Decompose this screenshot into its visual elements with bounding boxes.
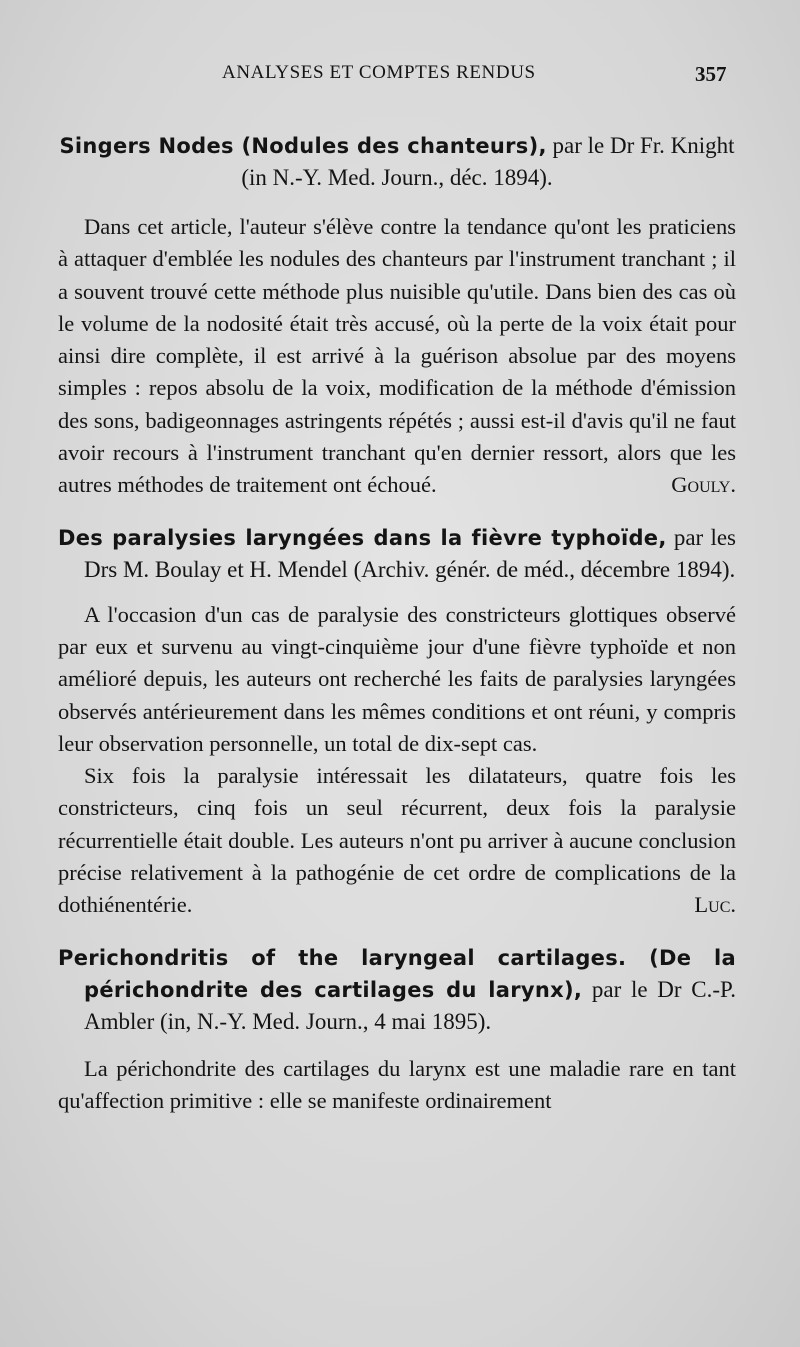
article-title: Perichondritis of the laryngeal cartilages. (De la périchondrite des cartilages du larynx), — [58, 945, 736, 1002]
article-perichondritis — [58, 942, 736, 1118]
author-signature: Luc. — [694, 892, 736, 918]
paragraph-text: Six fois la paralysie intéressait les dilatateurs, quatre fois les constricteurs, cinq fois un seul récurrent, deux fois la paralysie récurrentielle était double. Les auteurs n'ont pu arriver à aucune conclusion précise relativement à la pathogénie de cet ordre de complications de la dothiénentérie. — [58, 763, 736, 918]
article-paralysies-laryngees — [58, 522, 736, 922]
article-paragraph: A l'occasion d'un cas de paralysie des constricteurs glottiques observé par eux et survenu au vingt-cinquième jour d'une fièvre typhoïde et non amélioré depuis, les auteurs ont recherché les faits de paralysies laryngées observés antérieurement dans les mêmes conditions et ont réuni, y compris leur observation personnelle, un total de dix-sept cas. — [58, 601, 736, 756]
running-header — [0, 62, 800, 88]
article-byline: par les Drs M. Boulay et H. Mendel (Archiv. génér. de méd., décembre 1894). — [84, 524, 737, 582]
article-singers-nodes — [58, 130, 736, 502]
article-heading — [58, 942, 736, 1037]
article-byline: par le Dr C.-P. Ambler (in, N.-Y. Med. Journ., 4 mai 1895). — [84, 976, 736, 1034]
article-heading — [58, 522, 736, 585]
running-title: ANALYSES ET COMPTES RENDUS — [222, 62, 536, 83]
article-paragraph — [58, 760, 736, 921]
article-paragraph: La périchondrite des cartilages du larynx est une maladie rare en tant qu'affection primitive : elle se manifeste ordinairement — [58, 1055, 736, 1113]
article-heading — [58, 130, 736, 193]
article-byline: par le Dr Fr. Knight (in N.-Y. Med. Journ., déc. 1894). — [241, 133, 735, 190]
body-text — [58, 130, 736, 1117]
author-signature: Gouly. — [671, 472, 736, 498]
article-title: Des paralysies laryngées dans la fièvre typhoïde, — [58, 525, 667, 550]
paragraph-text: Dans cet article, l'auteur s'élève contre la tendance qu'ont les praticiens à attaquer d'emblée les nodules des chanteurs par l'instrument tranchant ; il a souvent trouvé cette méthode plus nuisible qu'utile. Dans bien des cas où le volume de la nodosité était très accusé, où la perte de la voix était pour ainsi dire complète, il est arrivé à la guérison absolue par des moyens simples : repos absolu de la voix, modification de la méthode d'émission des sons, badigeonnages astringents répétés ; aussi est-il d'avis qu'il ne faut avoir recours à l'instrument tranchant qu'en dernier ressort, alors que les autres méthodes de traitement ont échoué. — [58, 214, 736, 498]
page-number: 357 — [695, 62, 727, 86]
article-title: Singers Nodes (Nodules des chanteurs), — [59, 134, 547, 158]
article-paragraph — [58, 211, 736, 502]
